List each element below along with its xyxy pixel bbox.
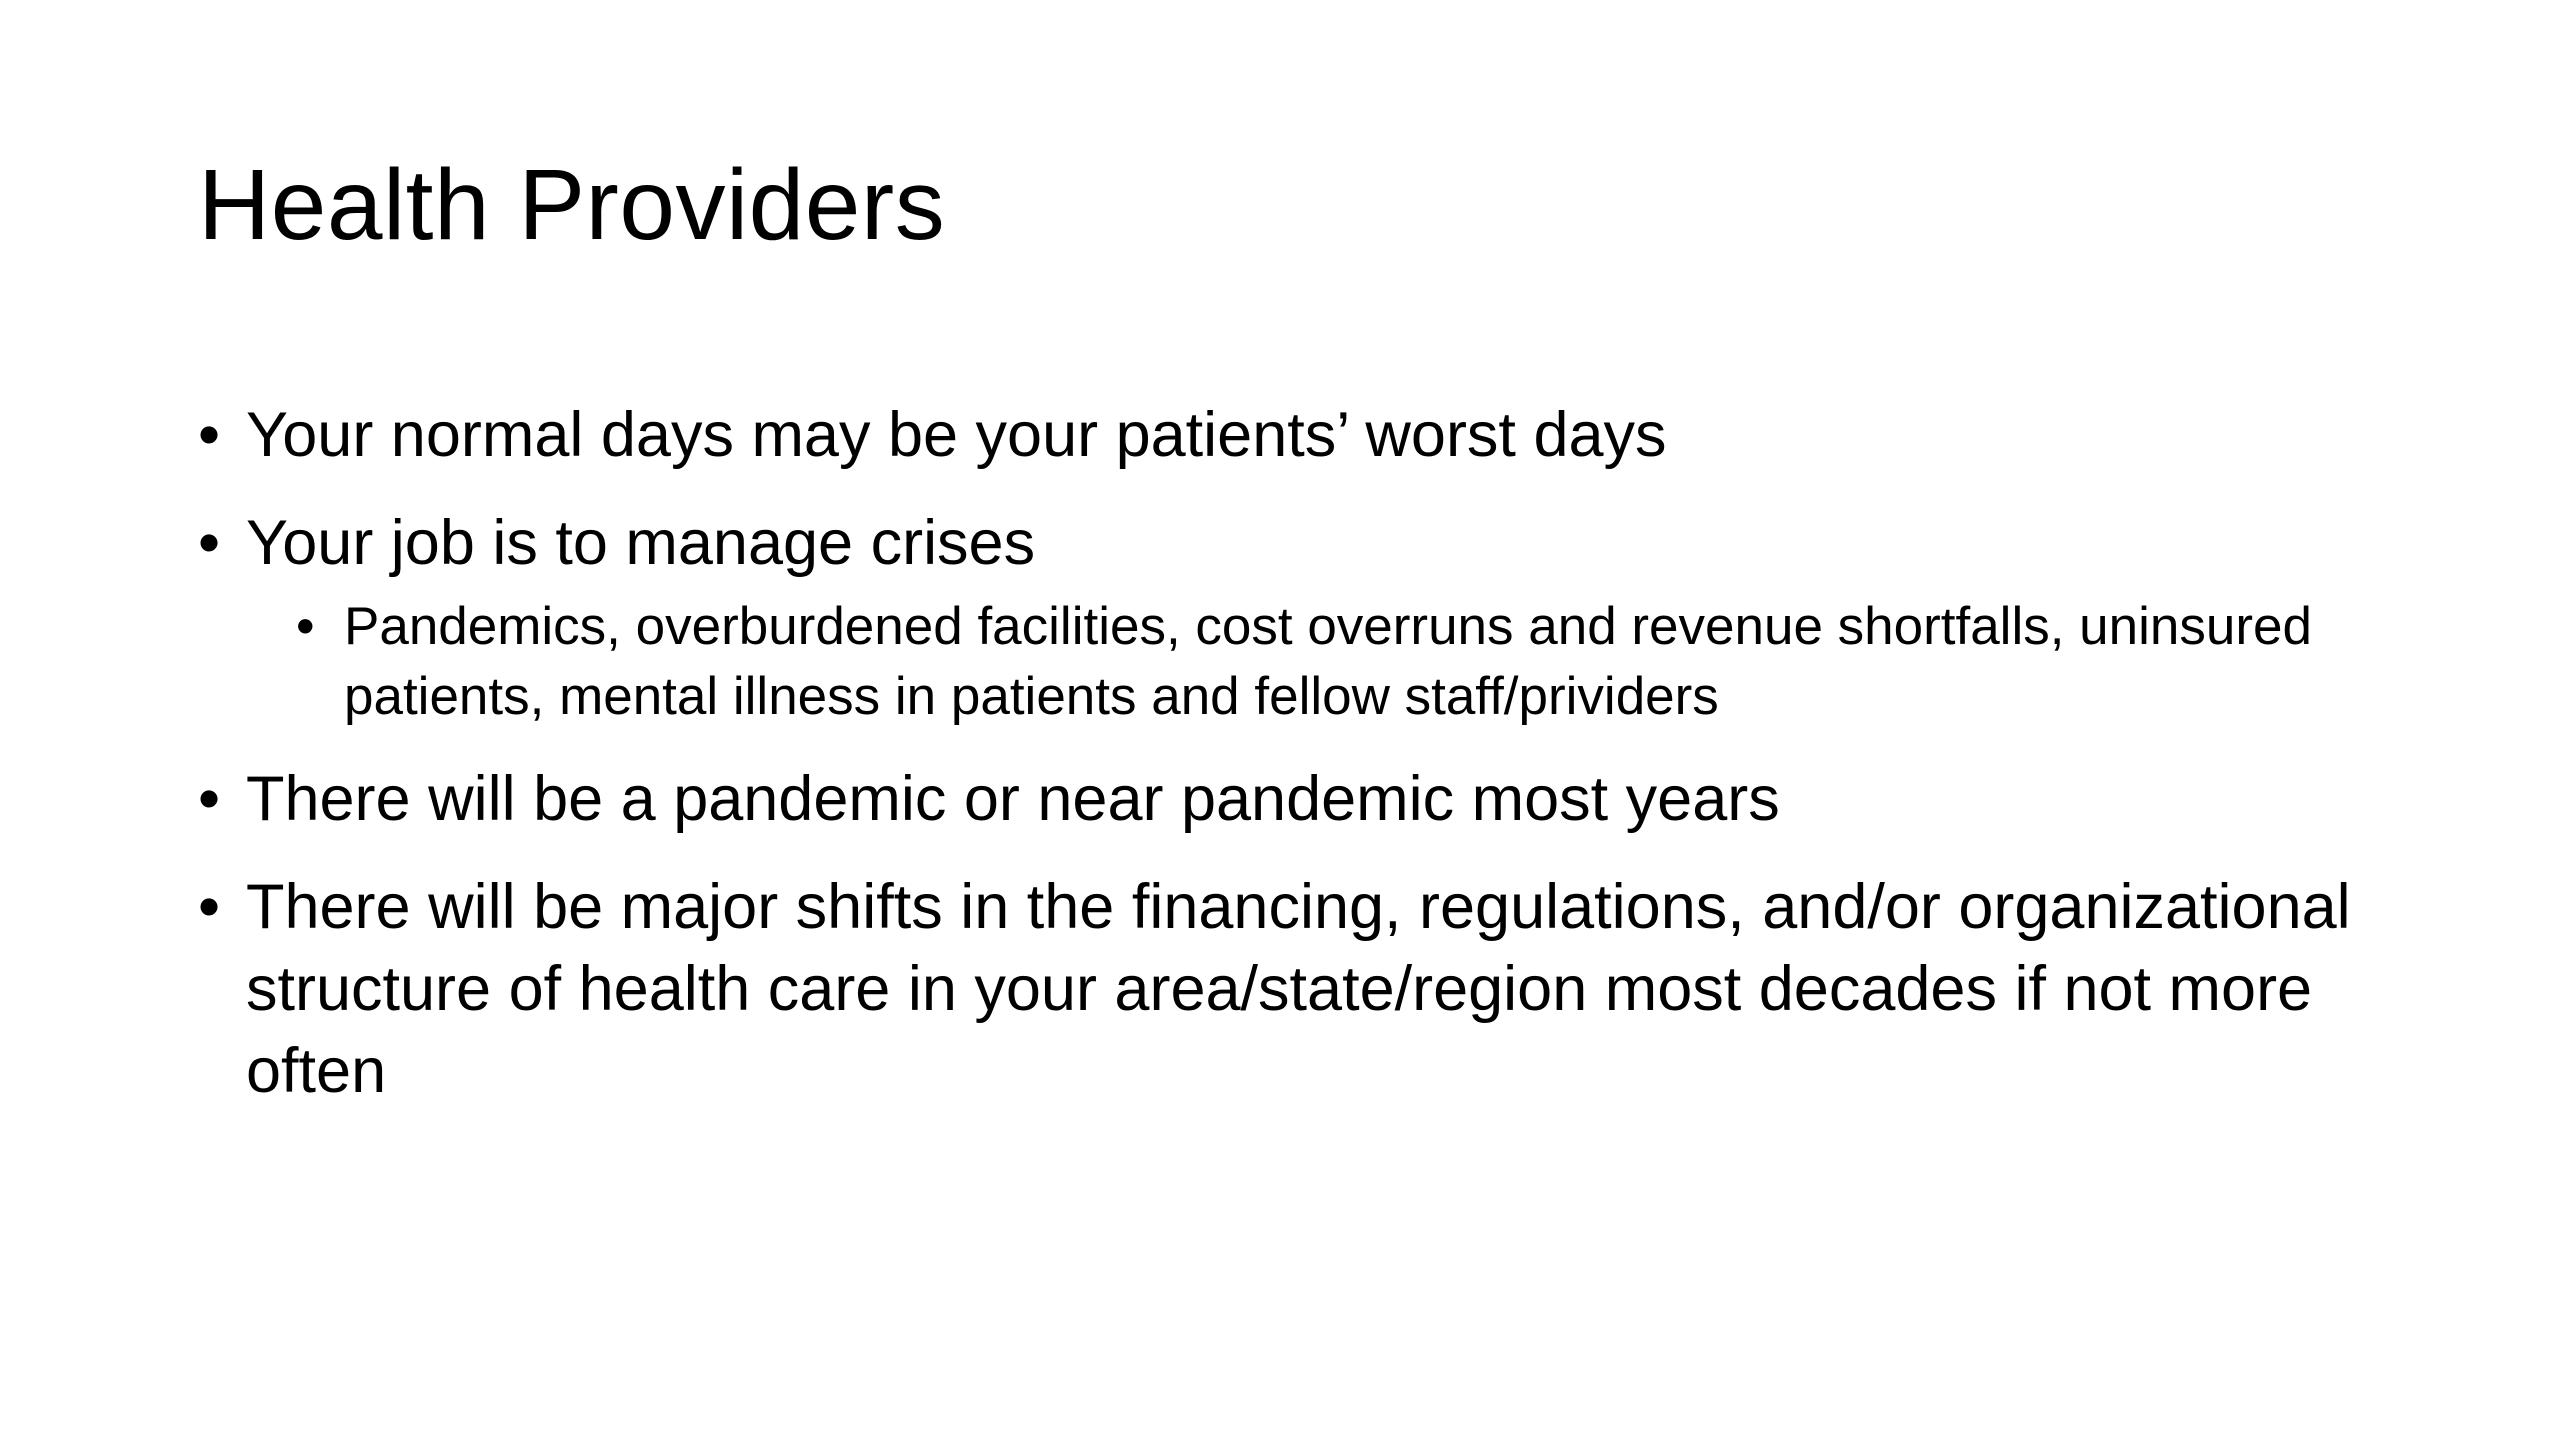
sub-bullet-item (296, 592, 2418, 732)
bullet-text: There will be a pandemic or near pandemic most years (246, 764, 1780, 834)
bullet-item (198, 758, 2418, 840)
bullet-item (198, 502, 2418, 732)
bullet-marker: • (198, 764, 221, 834)
sub-bullet-marker: • (296, 597, 315, 656)
sub-bullet-list (246, 592, 2418, 732)
sub-bullet-text: Pandemics, overburdened facilities, cost overruns and revenue shortfalls, uninsured patients, mental illness in patients and fellow staff/prividers (344, 597, 2312, 726)
bullet-list (198, 394, 2418, 1138)
slide-title: Health Providers (198, 149, 946, 261)
bullet-text: Your normal days may be your patients’ worst days (246, 400, 1667, 470)
bullet-marker: • (198, 400, 221, 470)
bullet-text: There will be major shifts in the financing, regulations, and/or organizational structure of health care in your area/state/region most decades if not more often (246, 872, 2351, 1106)
bullet-item (198, 394, 2418, 476)
bullet-text: Your job is to manage crises (246, 508, 1036, 578)
bullet-marker: • (198, 872, 221, 942)
bullet-item (198, 866, 2418, 1112)
bullet-marker: • (198, 508, 221, 578)
